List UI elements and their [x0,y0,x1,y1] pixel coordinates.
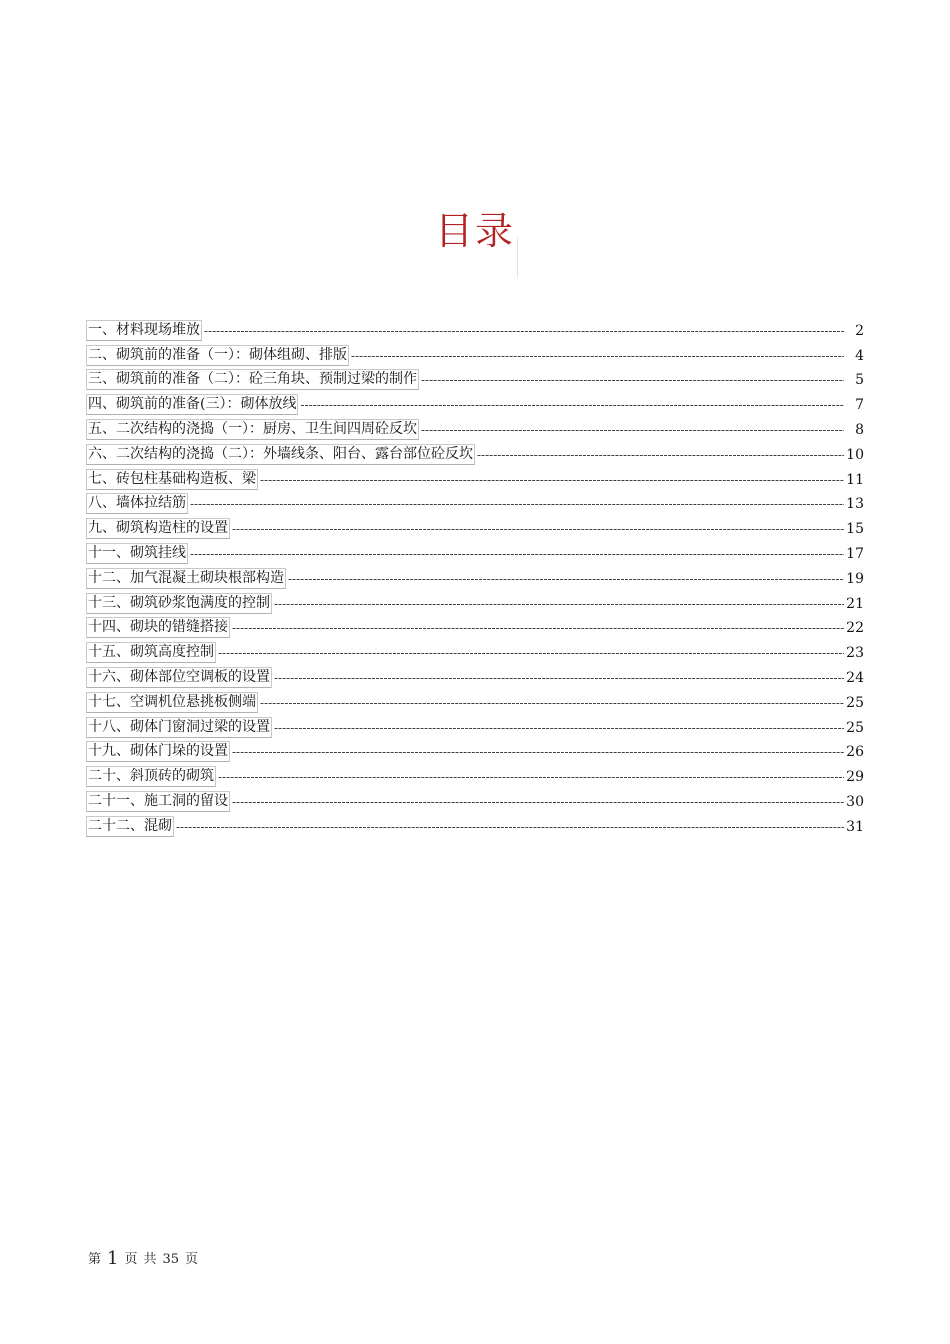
toc-entry-title[interactable]: 九、砌筑构造柱的设置 [86,518,230,539]
toc-entry-title[interactable]: 五、二次结构的浇捣（一）：厨房、卫生间四周砼反坎 [86,419,419,440]
toc-entry-page[interactable]: 29 [846,769,864,786]
toc-leader-dashes [176,818,844,837]
toc-entry[interactable] [86,614,864,639]
toc-entry-page[interactable]: 2 [855,322,864,339]
toc-entry[interactable] [86,762,864,787]
toc-entry-page[interactable]: 25 [846,694,864,711]
toc-leader-dashes [190,545,844,564]
toc-entry-page[interactable]: 19 [846,570,864,587]
toc-entry[interactable] [86,465,864,490]
footer-prefix: 第 [88,1252,102,1267]
toc-leader-dashes [288,570,844,589]
toc-entry[interactable] [86,341,864,366]
toc-entry-title[interactable]: 十七、空调机位悬挑板侧端 [86,692,258,713]
toc-entry-page[interactable]: 31 [846,818,864,835]
toc-entry[interactable] [86,415,864,440]
toc-entry[interactable] [86,713,864,738]
toc-entry[interactable] [86,539,864,564]
toc-entry[interactable] [86,663,864,688]
toc-entry[interactable] [86,688,864,713]
toc-entry[interactable] [86,390,864,415]
toc-entry[interactable] [86,316,864,341]
toc-entry-page[interactable]: 11 [846,471,864,488]
toc-leader-dashes [260,471,844,490]
toc-entry-page[interactable]: 22 [846,620,864,637]
toc-entry-page[interactable]: 4 [855,347,864,364]
toc-entry-title[interactable]: 十一、砌筑挂线 [86,543,188,564]
toc-leader-dashes [204,322,844,341]
toc-leader-dashes [477,446,844,465]
footer-total-word: 共 [143,1252,157,1267]
toc-entry-title[interactable]: 七、砖包柱基础构造板、梁 [86,469,258,490]
toc-entry[interactable] [86,564,864,589]
toc-leader-dashes [421,371,844,390]
toc-entry-title[interactable]: 六、二次结构的浇捣（二）：外墙线条、阳台、露台部位砼反坎 [86,444,475,465]
toc-entry[interactable] [86,440,864,465]
toc-entry[interactable] [86,787,864,812]
toc-leader-dashes [274,595,844,614]
toc-entry[interactable] [86,490,864,515]
page-title: 目录 [434,209,515,253]
toc-entry-page[interactable]: 24 [846,669,864,686]
toc-entry[interactable] [86,812,864,837]
footer-current-page: 1 [107,1248,119,1269]
toc-entry[interactable] [86,589,864,614]
title-area [0,205,950,257]
toc-entry-page[interactable]: 13 [846,496,864,513]
toc-leader-dashes [232,793,844,812]
toc-leader-dashes [218,768,844,787]
toc-entry-title[interactable]: 十二、加气混凝土砌块根部构造 [86,568,286,589]
toc-leader-dashes [300,396,844,415]
footer-total-pages: 35 [162,1252,180,1267]
page-footer [88,1248,204,1269]
toc-entry-title[interactable]: 一、材料现场堆放 [86,320,202,341]
toc-entry[interactable] [86,514,864,539]
toc-entry-title[interactable]: 十六、砌体部位空调板的设置 [86,667,272,688]
toc-leader-dashes [218,644,844,663]
toc-entry-title[interactable]: 十九、砌体门垛的设置 [86,741,230,762]
toc-leader-dashes [274,669,844,688]
toc-entry-page[interactable]: 15 [846,521,864,538]
toc-leader-dashes [421,421,844,440]
toc-entry-title[interactable]: 二、砌筑前的准备（一）：砌体组砌、排版 [86,345,349,366]
footer-suffix: 页 [185,1252,199,1267]
toc-entry-page[interactable]: 23 [846,645,864,662]
text-cursor [517,238,518,278]
toc-entry-title[interactable]: 八、墙体拉结筋 [86,493,188,514]
toc-entry-title[interactable]: 十三、砌筑砂浆饱满度的控制 [86,593,272,614]
toc-entry-page[interactable]: 7 [855,397,864,414]
toc-entry-title[interactable]: 二十、斜顶砖的砌筑 [86,766,216,787]
toc-leader-dashes [232,743,844,762]
toc-entry-page[interactable]: 25 [846,719,864,736]
toc-entry-page[interactable]: 17 [846,545,864,562]
toc-entry-title[interactable]: 十四、砌块的错缝搭接 [86,617,230,638]
toc-entry-title[interactable]: 十五、砌筑高度控制 [86,642,216,663]
toc-leader-dashes [351,347,844,366]
toc-entry[interactable] [86,638,864,663]
toc-entry-title[interactable]: 三、砌筑前的准备（二）：砼三角块、预制过梁的制作 [86,369,419,390]
toc-leader-dashes [190,495,844,514]
toc-leader-dashes [232,520,844,539]
footer-page-word: 页 [124,1252,138,1267]
toc-entry-title[interactable]: 十八、砌体门窗洞过梁的设置 [86,717,272,738]
toc-leader-dashes [260,694,844,713]
toc-leader-dashes [232,619,844,638]
toc-leader-dashes [274,719,844,738]
toc-entry-page[interactable]: 21 [846,595,864,612]
toc-entry[interactable] [86,738,864,763]
toc-entry-page[interactable]: 10 [846,446,864,463]
toc-entry-title[interactable]: 二十二、混砌 [86,816,174,837]
toc-entry-page[interactable]: 5 [855,372,864,389]
toc-entry-page[interactable]: 8 [855,421,864,438]
toc-entry-title[interactable]: 二十一、施工洞的留设 [86,791,230,812]
toc-entry-page[interactable]: 26 [846,744,864,761]
table-of-contents [86,316,864,837]
toc-entry-page[interactable]: 30 [846,793,864,810]
toc-entry[interactable] [86,366,864,391]
toc-entry-title[interactable]: 四、砌筑前的准备(三）：砌体放线 [86,394,298,415]
